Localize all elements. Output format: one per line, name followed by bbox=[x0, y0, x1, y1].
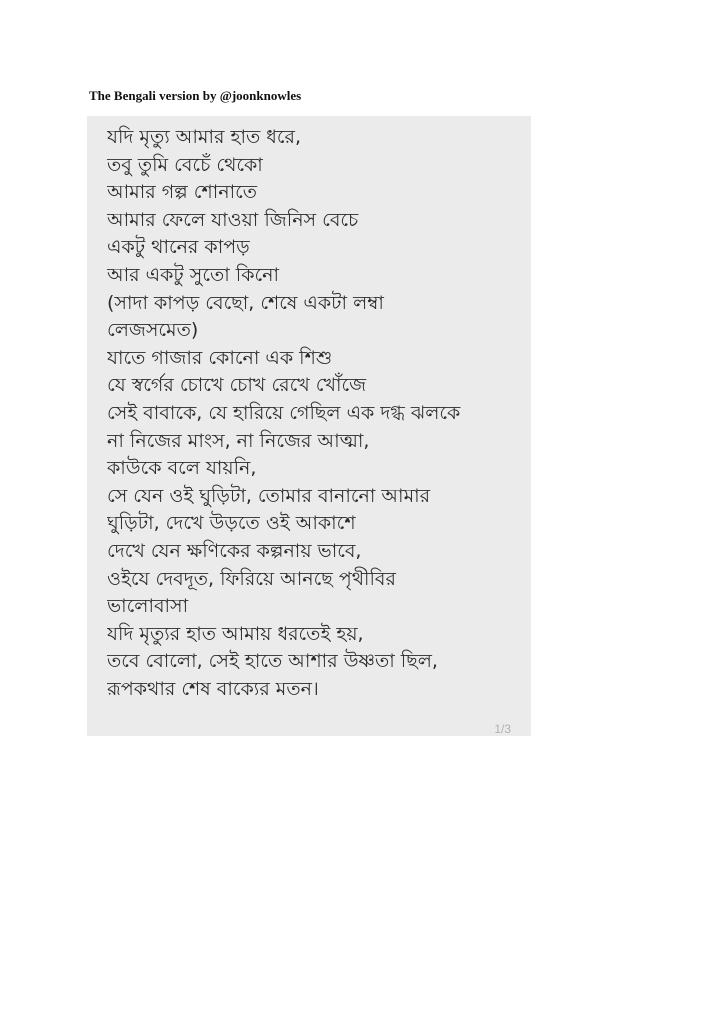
poem-line: তবু তুমি বেচেঁ থেকো bbox=[107, 153, 263, 176]
poem-line: সেই বাবাকে, যে হারিয়ে গেছিল এক দগ্ধ ঝলকে bbox=[107, 401, 461, 424]
poem-line: (সাদা কাপড় বেছো, শেষে একটা লম্বা bbox=[107, 291, 384, 314]
poem-line: লেজসমেত) bbox=[107, 319, 199, 342]
poem-line: দেখে যেন ক্ষণিকের কল্পনায় ভাবে, bbox=[107, 539, 362, 562]
poem-line: যে স্বর্গের চোখে চোখ রেখে খোঁজে bbox=[107, 374, 367, 397]
poem-lines bbox=[107, 124, 525, 703]
poem-line: না নিজের মাংস, না নিজের আত্মা, bbox=[107, 429, 370, 452]
poem-screenshot-card bbox=[87, 116, 531, 736]
poem-line: সে যেন ওই ঘুড়িটা, তোমার বানানো আমার bbox=[107, 484, 431, 507]
poem-line: কাউকে বলে যায়নি, bbox=[107, 457, 257, 480]
page-heading: The Bengali version by @joonknowles bbox=[89, 88, 302, 103]
poem-line: যাতে গাজার কোনো এক শিশু bbox=[107, 346, 333, 369]
poem-line: তবে বোলো, সেই হাতে আশার উষ্ণতা ছিল, bbox=[107, 650, 438, 673]
poem-line: ঘুড়িটা, দেখে উড়তে ওই আকাশে bbox=[107, 512, 356, 535]
page-indicator: 1/3 bbox=[494, 722, 511, 736]
poem-line: আমার গল্প শোনাতে bbox=[107, 181, 257, 204]
poem-line: ওইযে দেবদূত, ফিরিয়ে আনছে পৃথীবির bbox=[107, 567, 396, 590]
poem-line: আমার ফেলে যাওয়া জিনিস বেচে bbox=[107, 208, 359, 231]
poem-line: যদি মৃত্যুর হাত আমায় ধরতেই হয়, bbox=[107, 622, 364, 645]
poem-line: একটু থানের কাপড় bbox=[107, 236, 250, 259]
poem-line: যদি মৃত্যু আমার হাত ধরে, bbox=[107, 126, 302, 148]
poem-line: রূপকথার শেষ বাক্যের মতন। bbox=[107, 677, 319, 700]
poem-line: আর একটু সুতো কিনো bbox=[107, 263, 279, 286]
poem-line: ভালোবাসা bbox=[107, 595, 189, 618]
